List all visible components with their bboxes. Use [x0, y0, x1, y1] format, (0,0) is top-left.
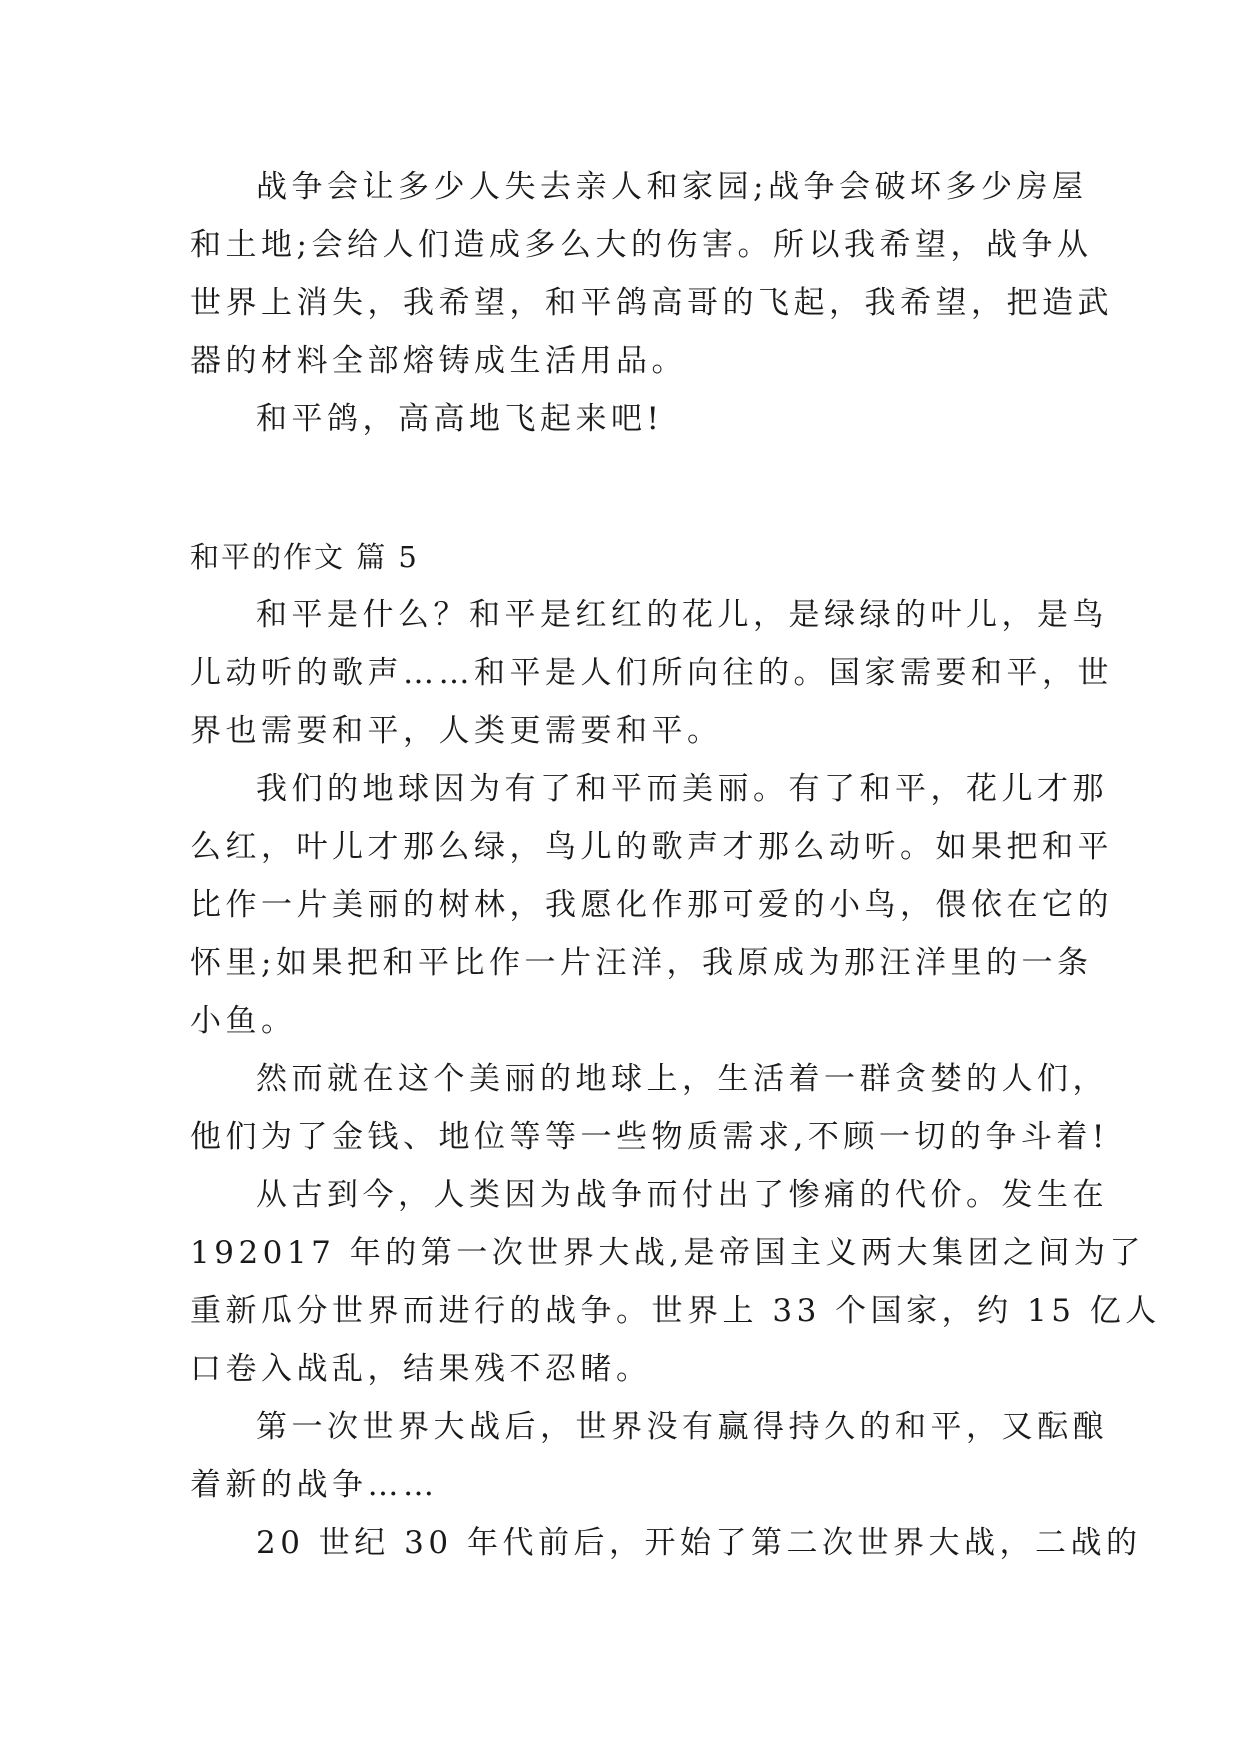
paragraph-after-war — [190, 1398, 1108, 1514]
paragraph-line: 么红，叶儿才那么绿，鸟儿的歌声才那么动听。如果把和平 — [190, 829, 1113, 865]
paragraph-war-losses — [190, 158, 1113, 390]
paragraph-line: 20 世纪 30 年代前后，开始了第二次世界大战，二战的 — [256, 1525, 1142, 1561]
paragraph-line: 第一次世界大战后，世界没有赢得持久的和平，又酝酿 — [256, 1409, 1108, 1445]
paragraph-line: 从古到今，人类因为战争而付出了惨痛的代价。发生在 — [256, 1177, 1108, 1213]
paragraph-line: 和平鸽，高高地飞起来吧! — [256, 401, 664, 437]
document-body — [190, 158, 1161, 1572]
paragraph-line: 重新瓜分世界而进行的战争。世界上 33 个国家，约 15 亿人 — [190, 1293, 1161, 1329]
paragraph-line: 和平是什么？和平是红红的花儿，是绿绿的叶儿，是鸟 — [256, 597, 1108, 633]
paragraph-line: 小鱼。 — [190, 1003, 297, 1039]
paragraph-world-war-two — [190, 1514, 1142, 1572]
paragraph-line: 世界上消失，我希望，和平鸽高哥的飞起，我希望，把造武 — [190, 285, 1113, 321]
paragraph-line: 儿动听的歌声……和平是人们所向往的。国家需要和平，世 — [190, 655, 1113, 691]
paragraph-line: 比作一片美丽的树林，我愿化作那可爱的小鸟，偎依在它的 — [190, 887, 1113, 923]
paragraph-line: 口卷入战乱，结果残不忍睹。 — [190, 1351, 652, 1387]
paragraph-line: 他们为了金钱、地位等等一些物质需求,不顾一切的争斗着! — [190, 1119, 1109, 1155]
paragraph-line: 然而就在这个美丽的地球上，生活着一群贪婪的人们， — [256, 1061, 1108, 1097]
paragraph-line: 我们的地球因为有了和平而美丽。有了和平，花儿才那 — [256, 771, 1108, 807]
paragraph-world-war-one — [190, 1166, 1161, 1398]
heading-text: 和平的作文 篇 5 — [190, 540, 419, 574]
paragraph-line: 怀里;如果把和平比作一片汪洋，我原成为那汪洋里的一条 — [190, 945, 1093, 981]
paragraph-line: 和土地;会给人们造成多么大的伤害。所以我希望，战争从 — [190, 227, 1093, 263]
paragraph-line: 器的材料全部熔铸成生活用品。 — [190, 343, 687, 379]
section-spacer — [190, 448, 1052, 528]
paragraph-line: 着新的战争…… — [190, 1467, 439, 1503]
paragraph-line: 192017 年的第一次世界大战,是帝国主义两大集团之间为了 — [190, 1235, 1146, 1271]
paragraph-peace-dove — [190, 390, 1052, 448]
paragraph-what-is-peace — [190, 586, 1113, 760]
paragraph-greedy-people — [190, 1050, 1109, 1166]
paragraph-line: 界也需要和平，人类更需要和平。 — [190, 713, 723, 749]
section-heading — [190, 528, 1052, 586]
paragraph-line: 战争会让多少人失去亲人和家园;战争会破坏多少房屋 — [256, 169, 1088, 205]
paragraph-beautiful-earth — [190, 760, 1113, 1050]
